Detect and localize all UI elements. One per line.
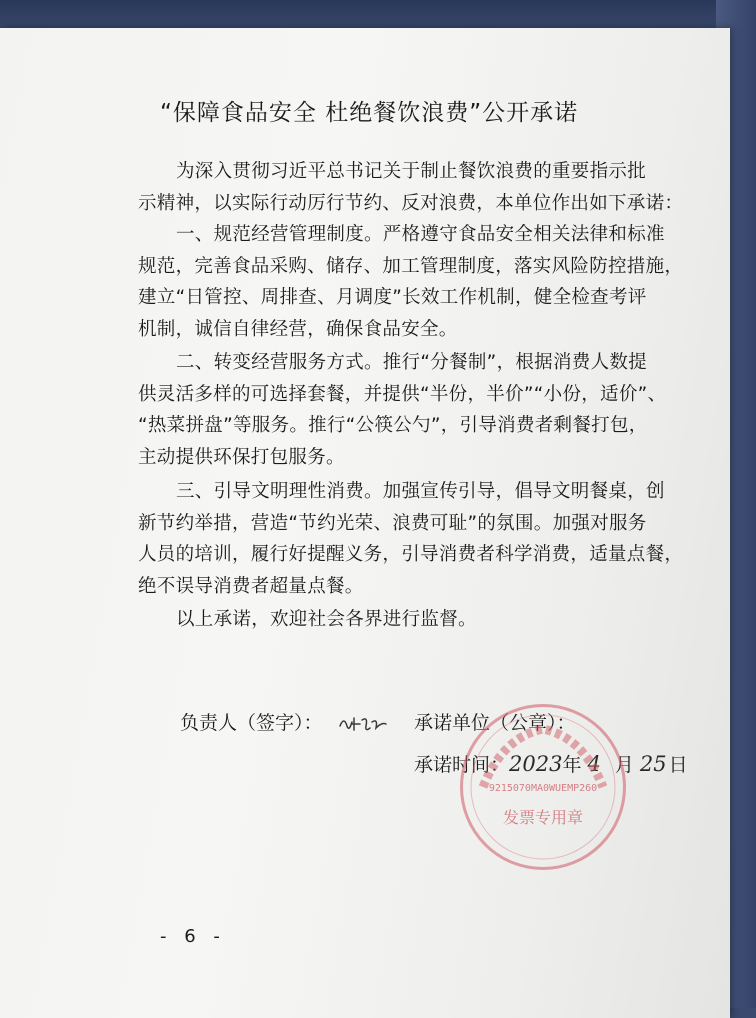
year-char: 年	[562, 754, 582, 776]
document-title: “保障食品安全 杜绝餐饮浪费”公开承诺	[160, 100, 579, 126]
section-3-line: 绝不误导消费者超量点餐。	[138, 575, 364, 597]
time-label: 承诺时间：	[414, 754, 510, 776]
seal-graphic	[463, 707, 623, 867]
section-3-line: 新节约举措，营造“节约光荣、浪费可耻”的氛围。加强对服务	[138, 512, 647, 534]
handwritten-year: 2023	[509, 752, 563, 776]
section-2-line: “热菜拼盘”等服务。推行“公筷公勺”，引导消费者剩餐打包，	[138, 415, 648, 436]
seal-bottom-text: 发票专用章	[502, 808, 584, 827]
intro-line: 为深入贯彻习近平总书记关于制止餐饮浪费的重要指示批	[176, 161, 647, 182]
official-seal	[460, 704, 626, 870]
unit-label: 承诺单位（公章）：	[414, 712, 576, 734]
section-1-line: 建立“日管控、周排查、月调度”长效工作机制，健全检查考评	[138, 287, 647, 308]
section-3-paragraph	[138, 476, 698, 602]
section-1-line: 一、规范经营管理制度。严格遵守食品安全相关法律和标准	[176, 224, 665, 245]
seal-code: 9215070MA0WUEMP260	[488, 783, 598, 794]
closing-line: 以上承诺，欢迎社会各界进行监督。	[176, 609, 477, 630]
section-3-line: 人员的培训，履行好提醒义务，引导消费者科学消费，适量点餐，	[138, 544, 684, 565]
month-char: 月	[614, 754, 634, 776]
intro-line: 示精神，以实际行动厉行节约、反对浪费，本单位作出如下承诺：	[138, 192, 684, 214]
section-2-line: 主动提供环保打包服务。	[138, 446, 345, 468]
handwritten-month: 4	[587, 752, 601, 776]
handwritten-signature	[338, 712, 390, 736]
section-3-line: 三、引导文明理性消费。加强宣传引导，倡导文明餐桌，创	[176, 481, 665, 502]
section-1-paragraph	[138, 219, 698, 345]
section-2-line: 二、转变经营服务方式。推行“分餐制”，根据消费人数提	[176, 352, 647, 373]
closing-paragraph	[138, 604, 698, 636]
page-number: - 6 -	[160, 926, 226, 947]
document-page	[0, 28, 730, 1018]
intro-paragraph	[138, 156, 698, 219]
handwritten-day: 25	[639, 752, 667, 776]
section-2-line: 供灵活多样的可选择套餐，并提供“半份，半价”“小份，适价”、	[138, 383, 667, 405]
section-2-paragraph	[138, 347, 698, 473]
day-char: 日	[668, 754, 688, 776]
section-1-line: 机制，诚信自律经营，确保食品安全。	[138, 318, 458, 340]
responsible-label: 负责人（签字）：	[180, 712, 323, 734]
section-1-line: 规范，完善食品采购、储存、加工管理制度，落实风险防控措施，	[138, 255, 684, 277]
